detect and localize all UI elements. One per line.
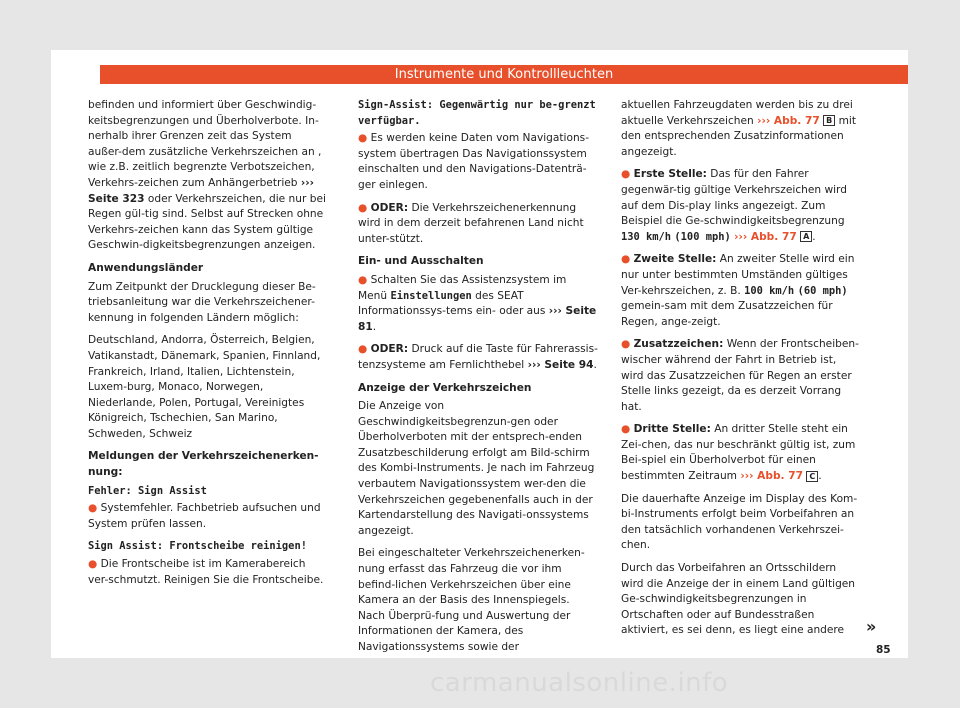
heading-switch: Ein- und Ausschalten	[358, 255, 484, 268]
display-paragraph-1: Die Anzeige von Geschwindigkeitsbegrenzun-gen oder Überholverboten mit der entsprech-enden Zusatzbeschilderung erfolgt am Bild-schirm des Kombi-Instruments. Je nach im Fahrzeug verbautem Navigationssystem wer-den die Verkehrszeichen gegebenenfalls auch in der Kartendarstellung des Navigati-onssystems angezeigt.	[358, 400, 595, 537]
second-position: ● Zweite Stelle: An zweiter Stelle wird ein nur unter bestimmten Umständen gültiges Ver-kehrszeichen, z. B. 100 km/h (60 mph) gemein-sam mit dem Zusatzzeichen für Regen, ange-zeigt.	[621, 253, 855, 328]
manual-page	[51, 50, 908, 658]
message-3-text: ● Es werden keine Daten vom Navigations-system übertragen Das Navigationssystem einschalten und den Navigations-Datenträ-ger einlegen.	[358, 132, 590, 191]
message-1-text: ● Systemfehler. Fachbetrieb aufsuchen und System prüfen lassen.	[88, 502, 321, 530]
town-signs-paragraph: Durch das Vorbeifahren an Ortsschildern wird die Anzeige der in einem Land gültigen Ge-schwindigkeitsbegrenzungen in Ortschaften oder auf Bundesstraßen aktiviert, es sei denn, es liegt eine andere	[621, 562, 856, 637]
intro-text-tail: oder Verkehrszeichen, die nur bei Regen gül-tig sind. Selbst auf Strecken ohne Verkehrs-zeichen kann das System gültige Geschwin-digkeitsbegrenzungen anzeigen.	[88, 192, 326, 252]
intro-text: befinden und informiert über Geschwindig-keitsbegrenzungen und Überholverbote. In-nerhalb ihrer Grenzen zeit das System außer-dem zusätzliche Verkehrszeichen an , wie z.B. zeitlich begrenzte Verbotszeichen, Verkehrs-zeichen zum Anhängerbetrieb	[88, 99, 322, 189]
watermark: carmanualsonline.info	[430, 668, 729, 698]
bullet-icon: ●	[88, 502, 98, 515]
section-header: Instrumente und Kontrollleuchten	[100, 65, 908, 84]
third-position: ● Dritte Stelle: An dritter Stelle steht ein Zei-chen, das nur beschränkt gültig ist, zum Bei-spiel ein Überholverbot für einen bestimmten Zeitraum ››› Abb. 77 C .	[621, 423, 856, 483]
bullet-icon: ●	[358, 343, 368, 356]
bullet-icon: ●	[621, 168, 631, 181]
heading-countries: Anwendungsländer	[88, 261, 204, 274]
continue-icon: »	[866, 617, 877, 636]
bullet-icon: ●	[621, 338, 631, 351]
bullet-icon: ●	[621, 253, 631, 266]
heading-messages: Meldungen der Verkehrszeichenerken-nung:	[88, 450, 319, 479]
bullet-icon: ●	[88, 558, 98, 571]
bullet-icon: ●	[358, 132, 368, 145]
bullet-icon: ●	[358, 273, 368, 286]
bullet-icon: ●	[358, 201, 368, 214]
message-2-code: Sign Assist: Frontscheibe reinigen!	[88, 540, 307, 553]
intro-paragraph	[88, 98, 328, 254]
additional-sign: ● Zusatzzeichen: Wenn der Frontscheiben-wischer während der Fahrt in Betrieb ist, wird das Zusatzzeichen für Regen an erster Stelle links gezeigt, da es derzeit Vorrang hat.	[621, 338, 859, 413]
message-3-code: Sign-Assist: Gegenwärtig nur be-grenzt verfügbar.	[358, 99, 596, 127]
current-data-paragraph: aktuellen Fahrzeugdaten werden bis zu drei aktuelle Verkehrszeichen ››› Abb. 77 B mit den entsprechenden Zusatzinformationen angezeigt.	[621, 99, 857, 158]
oder-1: ● ODER: Die Verkehrszeichenerkennung wird in dem derzeit befahrenen Land nicht unter-stützt.	[358, 201, 584, 245]
figure-label-box: A	[800, 231, 812, 242]
bullet-icon: ●	[621, 423, 631, 436]
page-reference[interactable]: ››› Seite 81	[358, 305, 597, 333]
message-2-text: ● Die Frontscheibe ist im Kamerabereich ver-schmutzt. Reinigen Sie die Frontscheibe.	[88, 558, 324, 586]
message-1-code: Fehler: Sign Assist	[88, 484, 207, 497]
page-reference[interactable]: ››› Seite 323	[88, 176, 315, 205]
figure-reference[interactable]: ››› Abb. 77	[734, 230, 797, 243]
permanent-display-paragraph: Die dauerhafte Anzeige im Display des Kom-bi-Instruments erfolgt beim Vorbeifahren an den tatsächlich vorhandenen Verkehrszei-chen.	[621, 492, 858, 552]
column-2	[358, 98, 598, 663]
figure-label-box: B	[823, 115, 835, 126]
figure-label-box: C	[806, 471, 818, 482]
column-1	[88, 98, 328, 595]
display-paragraph-2: Bei eingeschalteter Verkehrszeichenerken-nung erfasst das Fahrzeug die vor ihm befind-lichen Verkehrszeichen über eine Kamera an der Basis des Innenspiegels. Nach Überprü-fung und Auswertung der Informationen der Kamera, des Navigationssystems sowie der	[358, 547, 585, 653]
oder-2: ● ODER: Druck auf die Taste für Fahrerassis-tenzsysteme am Fernlichthebel ››› Seite 94.	[358, 343, 598, 371]
switch-text: ● Schalten Sie das Assistenzsystem im Menü Einstellungen des SEAT Informationssys-tems ein- oder aus ››› Seite 81.	[358, 273, 597, 333]
figure-reference[interactable]: ››› Abb. 77	[740, 470, 803, 483]
column-3	[621, 98, 861, 646]
heading-display: Anzeige der Verkehrszeichen	[358, 381, 532, 394]
countries-list: Deutschland, Andorra, Österreich, Belgien, Vatikanstadt, Dänemark, Spanien, Finnland, Frankreich, Irland, Italien, Lichtenstein, Luxem-burg, Monaco, Norwegen, Niederlande, Polen, Portugal, Vereinigtes Königreich, Tschechien, San Marino, Schweden, Schweiz	[88, 334, 321, 440]
page-number: 85	[876, 644, 891, 656]
page-reference[interactable]: ››› Seite 94	[527, 358, 594, 371]
first-position: ● Erste Stelle: Das für den Fahrer gegenwär-tig gültige Verkehrszeichen wird auf dem Dis-play links angezeigt. Zum Beispiel die Ge-schwindigkeitsbegrenzung 130 km/h (100 mph) ››› Abb. 77 A .	[621, 168, 847, 243]
countries-intro: Zum Zeitpunkt der Drucklegung dieser Be-triebsanleitung war die Verkehrszeichener-kennung in folgenden Ländern möglich:	[88, 280, 316, 324]
figure-reference[interactable]: ››› Abb. 77	[757, 114, 820, 127]
